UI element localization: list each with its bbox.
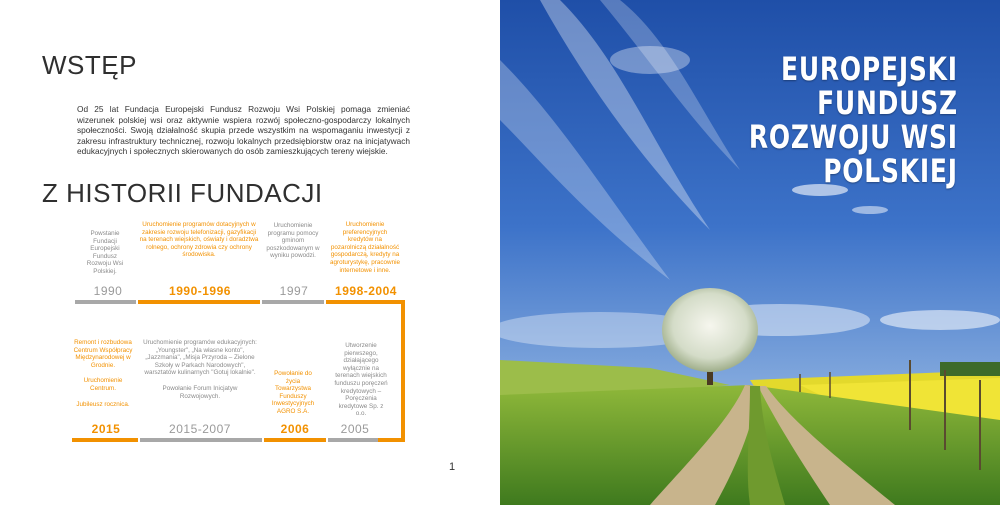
- timeline-year: 1997: [279, 284, 309, 298]
- timeline-year: 2005: [340, 422, 370, 436]
- timeline-description: Powstanie Fundacji Europejski Fundusz Rozwoju Wsi Polskiej.: [86, 230, 124, 275]
- timeline-description: [73, 339, 133, 408]
- timeline-description-part: Remont i rozbudowa Centrum Współpracy Międzynarodowej w Grodnie.: [73, 339, 133, 369]
- timeline-description: [268, 370, 318, 416]
- cover-title-line: FUNDUSZ: [817, 84, 958, 122]
- section-title-history: Z HISTORII FUNDACJI: [42, 178, 323, 208]
- timeline-description: [143, 339, 257, 400]
- timeline-bar: [326, 300, 405, 304]
- cover-title: [749, 52, 958, 188]
- timeline-bar: [75, 300, 136, 304]
- timeline-description-part: Uruchomienie Centrum.: [83, 377, 123, 392]
- timeline-year: 1990-1996: [169, 284, 231, 298]
- timeline-year: 2015-2007: [169, 422, 231, 436]
- timeline-description-part: Jubileusz rocznica.: [76, 400, 130, 408]
- timeline-bar: [378, 438, 405, 442]
- intro-paragraph: Od 25 lat Fundacja Europejski Fundusz Rozwoju Wsi Polskiej pomaga zmieniać wizerunek polskiej wsi oraz aktywnie wspiera rozwój społeczno-gospodarczy lokalnych społeczności. Swoją działalność skupia przede wszystkim na wspomaganiu inwestycji z zakresu infrastruktury technicznej, rozwoju lokalnych przedsiębiorstw oraz na inicjatywach edukacyjnych i społecznych skierowanych do osób zamieszkujących tereny wiejskie.: [77, 104, 410, 157]
- timeline-connector: [401, 300, 405, 440]
- timeline-bar: [328, 438, 378, 442]
- cover-title-line: ROZWOJU WSI: [749, 118, 958, 156]
- cover-title-line: EUROPEJSKI: [781, 50, 958, 88]
- timeline-year: 1998-2004: [335, 284, 397, 298]
- timeline-bar: [138, 300, 260, 304]
- timeline-bar: [72, 438, 138, 442]
- timeline-description-part: Uruchomienie programów edukacyjnych: „Youngster", „Na własne konto", „Jazzmania", „Misja Przyroda – Zielone Szkoły w Parkach Narodowych", warsztatów kulinarnych "Gotuj lokalnie".: [143, 339, 257, 377]
- timeline-bar: [262, 300, 324, 304]
- timeline-year: 1990: [93, 284, 123, 298]
- section-title-intro: WSTĘP: [42, 50, 137, 80]
- timeline-year: 2006: [280, 422, 310, 436]
- timeline-bar: [264, 438, 326, 442]
- timeline-bar: [140, 438, 262, 442]
- timeline-description: Uruchomienie programu pomocy gminom poszkodowanym w wyniku powodzi.: [266, 222, 320, 260]
- timeline-description-part: Powołanie do życia Towarzystwa Funduszy Inwestycyjnych AGRO S.A.: [271, 370, 315, 415]
- page-number: 1: [449, 461, 456, 473]
- cover-photo-page: [500, 0, 1000, 505]
- cover-title-line: POLSKIEJ: [823, 152, 958, 190]
- timeline-description-part: Powołanie Forum Inicjatyw Rozwojowych.: [162, 384, 238, 400]
- timeline-description: Uruchomienie programów dotacyjnych w zakresie rozwoju telefonizacji, gazyfikacji na terenach wiejskich, oświaty i doradztwa rolnego, ochrony zdrowia czy ochrony środowiska.: [139, 221, 259, 259]
- timeline-description: Uruchomienie preferencyjnych kredytów na pozarolniczą działalność gospodarczą, kredyty na agroturystykę, pracownie internetowe i inne.: [330, 221, 400, 274]
- timeline-year: 2015: [91, 422, 121, 436]
- timeline-description: [333, 342, 389, 418]
- timeline-description-part: Utworzenie pierwszego, działającego wyłącznie na terenach wiejskich funduszu poręczeń kredytowych – Poręczenia kredytowe Sp. z o.o.: [334, 342, 388, 418]
